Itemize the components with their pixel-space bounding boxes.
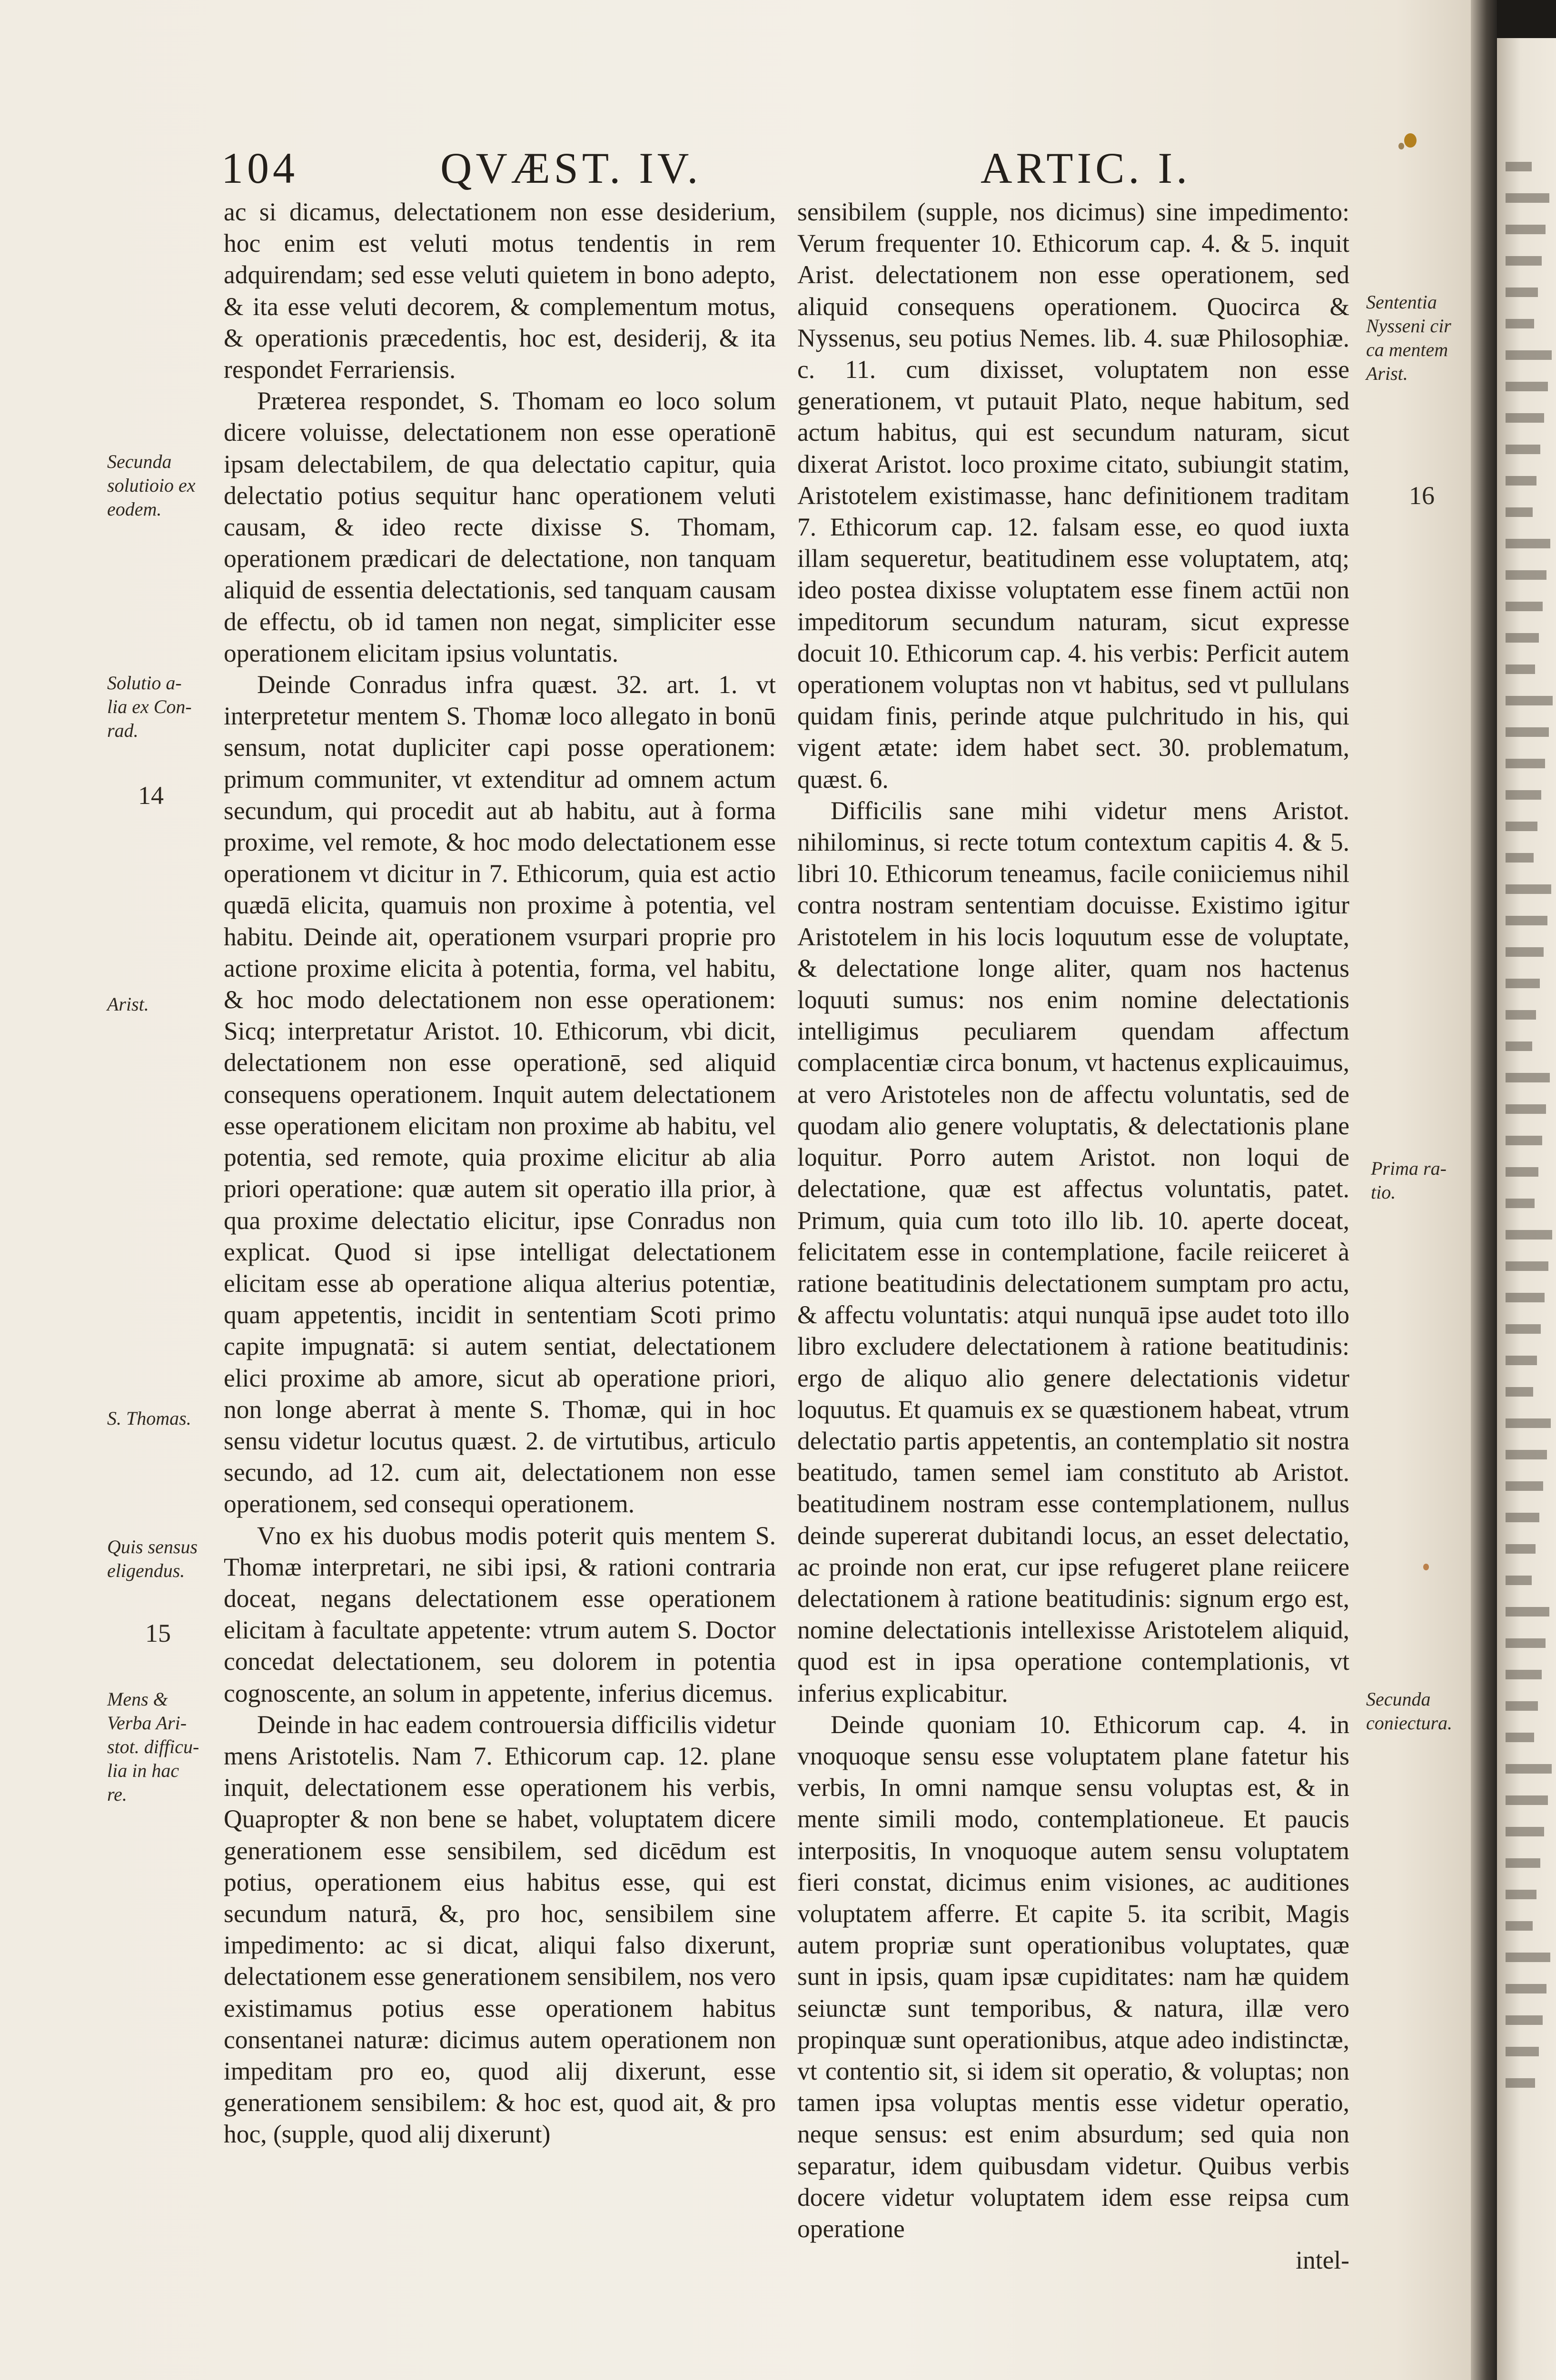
adjacent-page-text-line <box>1506 350 1552 360</box>
adjacent-page-text-line <box>1506 1450 1547 1459</box>
adjacent-page-text-line <box>1506 1953 1550 1962</box>
adjacent-page-text-line <box>1506 1199 1535 1208</box>
adjacent-page-text-line <box>1506 1544 1536 1554</box>
adjacent-page-text-line <box>1506 1104 1546 1114</box>
book-gutter <box>1471 0 1497 2380</box>
adjacent-page-text-line <box>1506 476 1536 486</box>
text-column-left <box>224 196 776 2150</box>
paragraph: Deinde in hac eadem controuersia difficilis videtur mens Aristotelis. Nam 7. Ethicorum cap. 12. plane inquit, delectationem esse operationem his verbis, Quapropter & non bene se habet, voluptatem dicere generationem esse sensibilem, sed dicēdum est potius, operationem eius habitus esse, qui est secundum naturā, &, pro hoc, sensibilem sine impedimento: ac si dicat, aliqui falso dixerunt, delectationem esse generationem sensibilem, nos vero existimamus potius esse operationem habitus consentanei naturæ: dicimus autem operationem non impeditam pro eo, quod alij dixerunt, esse generationem sensibilem: & hoc est, quod ait, & pro hoc, (supple, quod alij dixerunt) <box>224 1710 776 2149</box>
ink-spot <box>1404 133 1417 148</box>
adjacent-page-text-line <box>1506 570 1546 580</box>
adjacent-page-text-line <box>1506 2015 1543 2025</box>
margin-note-left: S. Thomas. <box>107 1408 191 1429</box>
adjacent-page-text-line <box>1506 1827 1544 1836</box>
adjacent-page-text-line <box>1506 1921 1533 1931</box>
paragraph: Præterea respondet, S. Thomam eo loco solum dicere voluisse, delectationem non esse operationē ipsam delectabilem, de qua delectatio capitur, quia delectatio potius sequitur hanc operationem veluti causam, & ideo recte dixisse S. Thomam, operationem prædicari de delectatione, non tanquam aliquid de essentia delectationis, sed tanquam causam de effectu, ob id tamen non negat, simpliciter esse operationem elicitam ipsius voluntatis. <box>224 387 776 667</box>
adjacent-page-text-line <box>1506 413 1544 423</box>
adjacent-page-text-line <box>1506 916 1547 925</box>
adjacent-page-text-line <box>1506 1701 1538 1711</box>
margin-number-left: 15 <box>145 1619 171 1647</box>
adjacent-page-text-line <box>1506 979 1540 988</box>
adjacent-page-text-line <box>1506 2078 1535 2088</box>
adjacent-page-text-line <box>1506 1984 1546 1993</box>
margin-note-right: Prima ra- tio. <box>1371 1158 1447 1203</box>
adjacent-page-text-line <box>1506 1293 1545 1302</box>
adjacent-page-text-line <box>1506 1356 1537 1365</box>
adjacent-page-text-line <box>1506 1230 1552 1240</box>
adjacent-page-text-line <box>1506 1324 1541 1334</box>
adjacent-page-text-line <box>1506 507 1533 517</box>
adjacent-page-edge <box>1497 38 1556 2380</box>
adjacent-page-text-line <box>1506 1576 1532 1585</box>
adjacent-page-text-line <box>1506 256 1542 266</box>
running-head-right: ARTIC. I. <box>981 144 1191 192</box>
adjacent-page-text-line <box>1506 1638 1546 1648</box>
margin-note-left: Quis sensus eligendus. <box>107 1536 198 1581</box>
adjacent-page-text-line <box>1506 193 1549 203</box>
page-number: 104 <box>221 144 298 192</box>
margin-note-right: Secunda coniectura. <box>1366 1688 1453 1734</box>
adjacent-page-text-line <box>1506 288 1538 297</box>
adjacent-page-text-line <box>1506 727 1549 737</box>
adjacent-page-text-line <box>1506 664 1535 674</box>
adjacent-page-text-line <box>1506 1795 1548 1805</box>
adjacent-page-text-line <box>1506 539 1550 548</box>
adjacent-page-text-line <box>1506 445 1540 454</box>
margin-number-right: 16 <box>1409 481 1435 510</box>
paragraph: sensibilem (supple, nos dicimus) sine impedimento: Verum frequenter 10. Ethicorum cap. 4. & 5. inquit Arist. delectationem non esse operationem, sed aliquid consequens operationem. Quocirca & Nyssenus, seu potius Nemes. lib. 4. suæ Philosophiæ. c. 11. cum dixisset, voluptatem non esse generationem, vt putauit Plato, neque habitum, sed actum habitus, qui est secundum naturam, sicut dixerat Aristot. loco proxime citato, subiungit statim, Aristotelem existimasse, hanc definitionem traditam 7. Ethicorum cap. 12. falsam esse, eo quod iuxta illam sequeretur, beatitudinem esse voluptatem, atq; ideo postea dixisse voluptatem esse finem actūi non impeditorum secundum naturam, sicut expresse docuit 10. Ethicorum cap. 4. his verbis: Perficit autem operationem voluptas non vt habitus, sed vt pullulans quidam finis, perinde atque pulchritudo in his, qui vigent ætate: idem habet sect. 30. problematum, quæst. 6. <box>797 198 1349 793</box>
adjacent-page-text-line <box>1506 759 1545 768</box>
adjacent-page-text-line <box>1506 1733 1534 1742</box>
margin-note-left: Solutio a- lia ex Con- rad. <box>107 672 192 741</box>
margin-number-left: 14 <box>138 781 164 810</box>
adjacent-page-text-line <box>1506 1073 1550 1082</box>
adjacent-page-text-line <box>1506 162 1532 171</box>
running-head-left: QVÆST. IV. <box>440 144 702 192</box>
margin-note-left: Arist. <box>107 993 149 1015</box>
margin-note-left: Mens & Verba Ari- stot. difficu- lia in hac re. <box>107 1688 199 1805</box>
adjacent-page-text-line <box>1506 225 1546 234</box>
adjacent-page-text-line <box>1506 1481 1543 1491</box>
paragraph: Vno ex his duobus modis poterit quis mentem S. Thomæ interpretari, ne sibi ipsi, & rationi contraria doceat, negans delectationem esse operationem elicitam à facultate appetente: vtrum autem S. Doctor concedat delectationem, seu dolorem in potentia cognoscente, an solum in appetente, inferius dicemus. <box>224 1521 776 1707</box>
text-column-right <box>797 196 1349 2276</box>
adjacent-page-text-line <box>1506 1670 1542 1679</box>
adjacent-page-text-line <box>1506 884 1551 894</box>
adjacent-page-text-line <box>1506 822 1537 831</box>
adjacent-page-text-line <box>1506 1764 1552 1774</box>
adjacent-page-text-line <box>1506 1513 1539 1522</box>
adjacent-page-text-line <box>1506 1890 1536 1899</box>
paragraph: Deinde quoniam 10. Ethicorum cap. 4. in vnoquoque sensu esse voluptatem plane fatetur his verbis, In omni namque sensu voluptas est, & in mente simili modo, contemplationeue. Et paucis interpositis, In vnoquoque autem sensu voluptatem fieri constat, dicimus enim visiones, ac auditiones voluptatem afferre. Et capite 5. ita scribit, Magis autem propriæ sunt operationibus voluptates, quæ sunt in ipsis, quam ipsæ cupiditates: nam hæ quidem seiunctæ sunt temporibus, & natura, illæ vero propinquæ sunt operationibus, atque adeo indistinctæ, vt contentio sit, si idem sit operatio, & voluptas; non tamen ipsa voluptas mentis esse videtur operatio, neque sensus: est enim absurdum; sed quia non separatur, idem quibusdam videtur. Quibus verbis docere videtur voluptatem idem esse reipsa cum operatione <box>797 1710 1349 2243</box>
paragraph: Deinde Conradus infra quæst. 32. art. 1. vt interpretetur mentem S. Thomæ loco allegato in bonū sensum, notat dupliciter capi posse operationem: primum communiter, vt extenditur ad omnem actum secundum, qui procedit aut ab habitu, aut à forma proxime, vel remote, & hoc modo delectationem esse operationem vt dicitur in 7. Ethicorum, quia est actio quædā elicita, quamuis non proxime à potentia, vel habitu. Deinde ait, operationem vsurpari proprie pro actione proxime elicita à potentia, forma, vel habitu, & hoc modo delectationem non esse operationem: Sicq; interpretatur Aristot. 10. Ethicorum, vbi dicit, delectationem non esse operationē, sed aliquid consequens operationem. Inquit autem delectationem esse operationem elicitam non proxime ab habitu, vel potentia, sed remote, quia proxime elicitur ab alia priori operatione: quæ autem sit operatio illa prior, à qua proxime delectatio elicitur, ipse Conradus non explicat. Quod si ipse intelligat delectationem elicitam esse ab operatione aliqua alterius potentiæ, quam appetentis, incidit in sententiam Scoti primo capite impugnatā: si autem sentiat, delectationem elici proxime ab amore, sicut ab operatione priori, non longe aberrat à mente S. Thomæ, qui in hoc sensu videtur locutus quæst. 2. de virtutibus, articulo secundo, ad 12. cum ait, delectationem non esse operationem, sed consequi operationem. <box>224 670 776 1518</box>
margin-note-left: Secunda solutioio ex eodem. <box>107 451 196 520</box>
ink-spot <box>1423 1564 1429 1570</box>
paragraph: Difficilis sane mihi videtur mens Aristot. nihilominus, si recte totum contextum capitis 4. & 5. libri 10. Ethicorum teneamus, facile coniiciemus nihil contra nostram sententiam docuisse. Existimo igitur Aristotelem in his locis loquutum esse de voluptate, & delectatione longe aliter, quam nos hactenus loquuti sumus: nos enim nomine delectationis intelligimus peculiarem quendam affectum complacentiæ circa bonum, vt hactenus explicauimus, at vero Aristoteles non de affectu voluntatis, sed de quodam alio genere voluptatis, & delectationis plane loquitur. Porro autem Aristot. non loqui de delectatione, quæ est affectus voluntatis, patet. Primum, quia cum toto illo lib. 10. aperte doceat, felicitatem esse in contemplatione, facile reiiceret à ratione beatitudinis delectationem sumptam pro actu, & affectu voluntatis: atqui nunquā ipse audet toto illo libro excludere delectationem à ratione beatitudinis: ergo de aliquo alio genere delectationis videtur loquutus. Et quamuis ex se quæstionem habeat, vtrum delectatio partis appetentis, an contemplatio sit nostra beatitudo, tamen semel iam constituto ab Aristot. beatitudinem nostram esse contemplationem, nullus deinde supererat dubitandi locus, an esset delectatio, ac proinde non erat, cur ipse refugeret plane reiicere delectationem à ratione beatitudinis: signum ergo est, nomine delectationis intellexisse Aristotelem aliquid, quod est in ipsa operatione contemplationis, vt inferius explicabitur. <box>797 796 1349 1707</box>
adjacent-page-text-line <box>1506 633 1539 643</box>
adjacent-page-text-line <box>1506 602 1543 611</box>
adjacent-page-text-line <box>1506 1418 1551 1428</box>
adjacent-page-text-line <box>1506 1387 1533 1397</box>
ink-spot <box>1398 143 1404 149</box>
adjacent-page-text-line <box>1506 1136 1542 1145</box>
adjacent-page-text-line <box>1506 1607 1549 1616</box>
adjacent-page-text-line <box>1506 853 1534 863</box>
adjacent-page-text-line <box>1506 947 1544 957</box>
adjacent-page-text-line <box>1506 2047 1539 2056</box>
paragraph: ac si dicamus, delectationem non esse desiderium, hoc enim est veluti motus tendentis in rem adquirendam; sed esse veluti quietem in bono adepto, & ita esse veluti decorem, & complementum motus, & operationis præcedentis, hoc est, desiderij, & ita respondet Ferrariensis. <box>224 198 776 384</box>
adjacent-page-text-line <box>1506 1041 1532 1051</box>
adjacent-page-text-line <box>1506 1010 1536 1020</box>
adjacent-page-text-line <box>1506 1858 1540 1868</box>
margin-note-right: Sententia Nysseni cir ca mentem Arist. <box>1366 291 1451 384</box>
adjacent-page-text-line <box>1506 1261 1548 1271</box>
catchword: intel- <box>1296 2246 1349 2275</box>
adjacent-page-text-line <box>1506 790 1541 800</box>
adjacent-page-text-line <box>1506 382 1548 391</box>
adjacent-page-text-line <box>1506 1167 1538 1177</box>
adjacent-page-text-line <box>1506 696 1553 705</box>
adjacent-page-text-line <box>1506 319 1534 328</box>
